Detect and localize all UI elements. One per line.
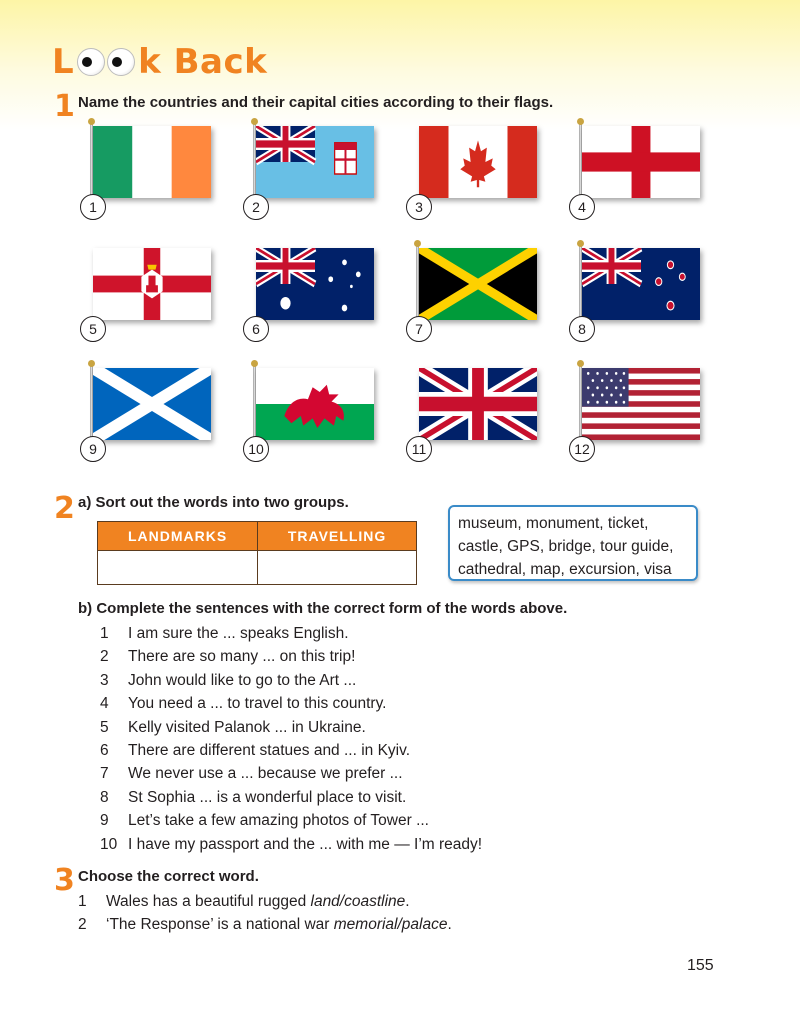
eyes-icon xyxy=(76,48,136,76)
wales-flag-icon xyxy=(256,368,374,440)
sort-table xyxy=(97,521,417,585)
item-number: 2 xyxy=(100,648,109,666)
item-text: We never use a ... because we prefer ... xyxy=(128,765,403,783)
flag-number: 4 xyxy=(569,194,595,220)
usa-flag-icon xyxy=(582,368,700,440)
item-number: 9 xyxy=(100,812,109,830)
exercise-instruction: a) Sort out the words into two groups. xyxy=(78,494,349,511)
list-item xyxy=(78,890,452,913)
word-bank-line: museum, monument, ticket, xyxy=(458,515,649,532)
item-text-end: . xyxy=(447,916,452,934)
flag-number: 3 xyxy=(406,194,432,220)
flag-number: 6 xyxy=(243,316,269,342)
new-zealand-flag-icon xyxy=(582,248,700,320)
word-choice: land/coastline xyxy=(310,893,406,910)
item-text: Wales has a beautiful rugged xyxy=(106,893,311,910)
flag-item xyxy=(406,240,546,350)
item-text: Kelly visited Palanok ... in Ukraine. xyxy=(128,718,366,736)
list-item xyxy=(100,786,482,809)
flag-number: 11 xyxy=(406,436,432,462)
item-number: 1 xyxy=(100,625,109,642)
table-header-travelling: TRAVELLING xyxy=(258,522,417,551)
item-text: There are different statues and ... in Kyiv. xyxy=(128,741,411,759)
list-item xyxy=(78,913,452,936)
word-choice: memorial/palace xyxy=(333,916,448,934)
ireland-flag-icon xyxy=(93,126,211,198)
list-item xyxy=(100,833,482,856)
list-item xyxy=(100,716,482,739)
title-start: L xyxy=(52,42,75,82)
flag-item xyxy=(80,240,220,350)
list-item xyxy=(100,669,482,692)
canada-flag-icon xyxy=(419,126,537,198)
table-header-landmarks: LANDMARKS xyxy=(98,522,258,551)
item-text: St Sophia ... is a wonderful place to visit. xyxy=(128,788,407,806)
exercise-instruction: Name the countries and their capital cities according to their flags. xyxy=(78,94,554,111)
flag-item xyxy=(243,360,383,470)
list-item xyxy=(100,645,482,668)
item-text-end: . xyxy=(405,893,410,910)
flag-item xyxy=(243,118,383,228)
exercise-number: 1 xyxy=(54,89,75,124)
left-eye-icon xyxy=(77,48,105,76)
flag-item xyxy=(569,240,709,350)
item-text: There are so many ... on this trip! xyxy=(128,648,356,666)
flag-number: 1 xyxy=(80,194,106,220)
flag-number: 9 xyxy=(80,436,106,462)
flag-number: 5 xyxy=(80,316,106,342)
title-end: k Back xyxy=(138,42,268,82)
page-title xyxy=(52,40,267,84)
item-number: 6 xyxy=(100,741,109,759)
word-bank xyxy=(448,505,698,581)
item-text: Let’s take a few amazing photos of Tower ... xyxy=(128,812,429,830)
flag-item xyxy=(80,118,220,228)
exercise-instruction: b) Complete the sentences with the correct form of the words above. xyxy=(78,600,568,617)
flag-number: 8 xyxy=(569,316,595,342)
united-kingdom-flag-icon xyxy=(419,368,537,440)
list-item xyxy=(100,622,482,645)
list-item xyxy=(100,762,482,785)
flag-item xyxy=(569,360,709,470)
page-number: 155 xyxy=(687,957,714,974)
list-item xyxy=(100,739,482,762)
word-bank-line: cathedral, map, excursion, visa xyxy=(458,561,672,578)
item-number: 8 xyxy=(100,788,109,806)
flag-number: 7 xyxy=(406,316,432,342)
item-number: 5 xyxy=(100,718,109,736)
choice-list xyxy=(78,890,452,937)
list-item xyxy=(100,809,482,832)
table-cell-landmarks[interactable] xyxy=(98,551,258,585)
northern-ireland-flag-icon xyxy=(93,248,211,320)
flag-item xyxy=(406,360,546,470)
australia-flag-icon xyxy=(256,248,374,320)
flag-item xyxy=(80,360,220,470)
exercise-instruction: Choose the correct word. xyxy=(78,868,259,885)
table-cell-travelling[interactable] xyxy=(258,551,417,585)
item-number: 3 xyxy=(100,671,109,689)
jamaica-flag-icon xyxy=(419,248,537,320)
item-text: I have my passport and the ... with me — I’m ready! xyxy=(128,835,483,853)
exercise-number: 3 xyxy=(54,863,75,898)
item-number: 1 xyxy=(78,893,87,910)
item-number: 10 xyxy=(100,835,118,853)
item-text: ‘The Response’ is a national war xyxy=(106,916,334,934)
flag-item xyxy=(243,240,383,350)
item-number: 2 xyxy=(78,916,87,934)
item-text: John would like to go to the Art ... xyxy=(128,671,357,689)
flag-number: 12 xyxy=(569,436,595,462)
list-item xyxy=(100,692,482,715)
item-number: 7 xyxy=(100,765,109,783)
flag-number: 10 xyxy=(243,436,269,462)
item-text: I am sure the ... speaks English. xyxy=(128,625,349,642)
fiji-flag-icon xyxy=(256,126,374,198)
item-number: 4 xyxy=(100,695,109,713)
sentence-list xyxy=(100,622,482,856)
item-text: You need a ... to travel to this country. xyxy=(128,695,387,713)
flag-item xyxy=(406,118,546,228)
word-bank-line: castle, GPS, bridge, tour guide, xyxy=(458,538,674,555)
scotland-flag-icon xyxy=(93,368,211,440)
flag-number: 2 xyxy=(243,194,269,220)
flag-item xyxy=(569,118,709,228)
right-eye-icon xyxy=(107,48,135,76)
exercise-number: 2 xyxy=(54,491,75,526)
england-flag-icon xyxy=(582,126,700,198)
